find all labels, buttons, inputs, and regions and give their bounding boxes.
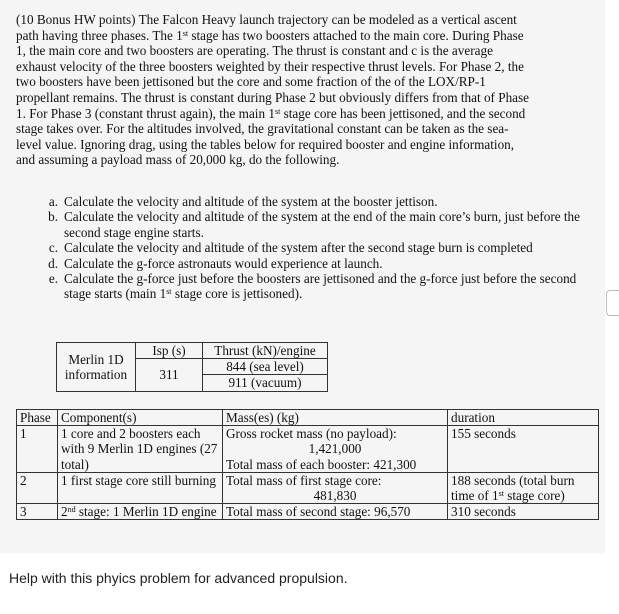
isp-value: 311 [136, 359, 203, 391]
phase-components: 1 core and 2 boosters each with 9 Merlin 1D engines (27 total) [58, 426, 223, 473]
mass-text: Gross rocket mass (no payload): [226, 426, 397, 442]
table-row [17, 426, 599, 473]
phase-number: 2 [17, 472, 58, 503]
text: 1. For Phase 3 (constant thrust again), the main 1 [16, 105, 275, 121]
part-marker: c. [48, 240, 58, 256]
help-request-text: Help with this phyics problem for advanced propulsion. [9, 570, 348, 586]
header-phase: Phase [17, 410, 58, 426]
problem-line: stage takes over. For the altitudes involved, the gravitational constant can be taken as the sea- [16, 121, 509, 137]
part-marker: d. [48, 255, 58, 271]
text: 2 [61, 504, 68, 520]
text: stage has two boosters attached to the main core. During Phase [188, 27, 524, 43]
header-components: Component(s) [58, 410, 223, 426]
problem-line: (10 Bonus HW points) The Falcon Heavy launch trajectory can be modeled as a vertical ascent [16, 12, 517, 27]
side-scroll-tab[interactable] [606, 290, 619, 316]
phase-duration [448, 472, 599, 503]
problem-line: two boosters have been jettisoned but the core and some fraction of the of the LOX/RP-1 [16, 74, 486, 90]
phase-duration: 155 seconds [448, 426, 599, 473]
part-text: Calculate the velocity and altitude of the system at the booster jettison. [64, 194, 438, 209]
mass-value: 1,421,000 [308, 441, 362, 457]
part-c [36, 240, 596, 255]
part-b [36, 209, 596, 240]
part-e [36, 271, 596, 302]
part-marker: b. [48, 209, 58, 225]
merlin-info-table [56, 342, 328, 392]
part-text [64, 271, 596, 302]
phase-duration: 310 seconds [448, 504, 599, 520]
problem-line [16, 28, 594, 44]
phase-masses: Total mass of second stage: 96,570 [223, 504, 448, 520]
part-text: Calculate the g-force astronauts would experience at launch. [64, 255, 383, 271]
superscript: st [274, 106, 281, 116]
problem-line: exhaust velocity of the three boosters weighted by their respective thrust levels. For Phase 2, the [16, 58, 524, 74]
phase-components: 1 first stage core still burning [58, 472, 223, 503]
superscript: nd [67, 505, 76, 515]
phase-number: 1 [17, 426, 58, 473]
part-text: Calculate the velocity and altitude of the system after the second stage burn is completed [64, 240, 533, 256]
part-marker: a. [48, 194, 58, 209]
part-a [36, 194, 596, 209]
problem-statement [16, 12, 594, 168]
problem-line: level value. Ignoring drag, using the tables below for required booster and engine information, [16, 136, 515, 152]
problem-line [16, 106, 594, 122]
table-header-row [17, 410, 599, 426]
superscript: st [182, 28, 189, 38]
question-parts [36, 194, 596, 302]
superscript: st [498, 489, 504, 499]
merlin-label-cell: Merlin 1D information [57, 343, 136, 392]
header-duration: duration [448, 410, 599, 426]
thrust-header: Thrust (kN)/engine [203, 343, 328, 359]
text: Calculate the g-force just before the boosters are jettisoned and the g-force just before the second stage starts (main 1 [64, 271, 577, 302]
text: stage core has been jettisoned, and the second [280, 105, 526, 121]
mass-text: Total mass of each booster: 421,300 [226, 456, 417, 472]
thrust-sea-level: 844 (sea level) [203, 359, 328, 375]
part-marker: e. [48, 271, 58, 287]
text: stage: 1 Merlin 1D engine [75, 504, 217, 520]
part-text: Calculate the velocity and altitude of the system at the end of the main core’s burn, just before the second stage engine starts. [64, 209, 580, 240]
phase-components [58, 504, 223, 520]
text: stage core is jettisoned). [171, 286, 303, 302]
text: 188 seconds (total burn time of 1 [451, 472, 575, 504]
isp-header: Isp (s) [136, 343, 203, 359]
mass-text: Total mass of first stage core: [226, 472, 382, 488]
text: stage core) [503, 488, 565, 504]
problem-line: and assuming a payload mass of 20,000 kg, do the following. [16, 152, 340, 168]
problem-line: 1, the main core and two boosters are operating. The thrust is constant and c is the average [16, 43, 493, 59]
superscript: st [166, 287, 172, 297]
table-row [17, 472, 599, 503]
problem-line: propellant remains. The thrust is constant during Phase 2 but obviously differs from that of Phase [16, 89, 530, 105]
phase-masses [223, 426, 448, 473]
table-row [17, 504, 599, 520]
text: path having three phases. The 1 [16, 27, 183, 43]
mass-value: 481,830 [313, 488, 357, 504]
phase-table [16, 409, 599, 520]
thrust-vacuum: 911 (vacuum) [203, 375, 328, 391]
phase-masses [223, 472, 448, 503]
header-masses: Mass(es) (kg) [223, 410, 448, 426]
phase-number: 3 [17, 504, 58, 520]
part-d [36, 256, 596, 271]
